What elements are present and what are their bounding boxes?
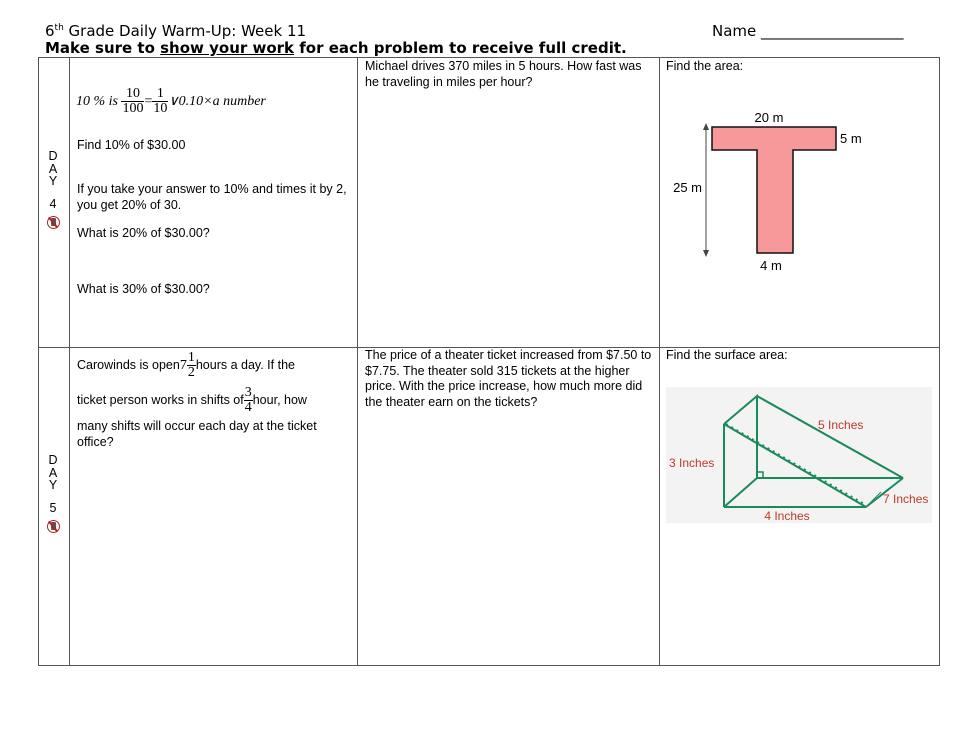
what-30-percent: What is 30% of $30.00? — [77, 282, 210, 296]
if-take-text: If you take your answer to 10% and times it by 2, you get 20% of 30. — [77, 182, 347, 212]
prism-hyp-label: 5 Inches — [818, 418, 864, 432]
worksheet-title: 6th Grade Daily Warm-Up: Week 11 — [45, 22, 307, 40]
find-area-prompt: Find the area: — [666, 59, 744, 73]
t-left-label: 25 m — [673, 180, 702, 195]
find-surface-prompt: Find the surface area: — [666, 348, 788, 362]
t-top-label: 20 m — [754, 110, 784, 125]
no-calculator-icon — [47, 520, 60, 533]
t-right-label: 5 m — [840, 131, 862, 146]
no-calculator-icon — [47, 216, 60, 229]
theater-problem: The price of a theater ticket increased from $7.50 to $7.75. The theater sold 315 tickets at the higher price. With the price increase, how much more did the theater earn on the tickets? — [365, 348, 652, 409]
michael-problem: Michael drives 370 miles in 5 hours. How fast was he traveling in miles per hour? — [365, 59, 642, 89]
day5-label: D A Y 5 — [38, 454, 68, 536]
find-10-percent: Find 10% of $30.00 — [77, 138, 186, 152]
what-20-percent: What is 20% of $30.00? — [77, 226, 210, 240]
instructions: Make sure to show your work for each problem to receive full credit. — [45, 39, 627, 57]
percent-formula: 10 % is $\frac{10}{100}$ = $\frac{1}{10}$ ∨0.10×a number — [76, 86, 266, 116]
warmup-table — [38, 57, 940, 666]
t-bottom-label: 4 m — [760, 258, 782, 273]
prism-height-label: 3 Inches — [669, 456, 715, 470]
day4-label: D A Y 4 — [38, 150, 68, 232]
prism-base-label: 4 Inches — [764, 509, 810, 523]
carowinds-problem: Carowinds is open 7 $\frac{1}{2}$ hours a day. If the ticket person works in shifts of $\frac{3}{4}$ hour, how many shifts will occur each day at the ticket office? — [77, 349, 317, 449]
prism-depth-label: 7 Inches — [883, 492, 929, 506]
prism-figure — [666, 387, 932, 523]
name-field[interactable]: Name ___________________ — [712, 22, 904, 40]
t-shape-figure — [666, 103, 906, 283]
